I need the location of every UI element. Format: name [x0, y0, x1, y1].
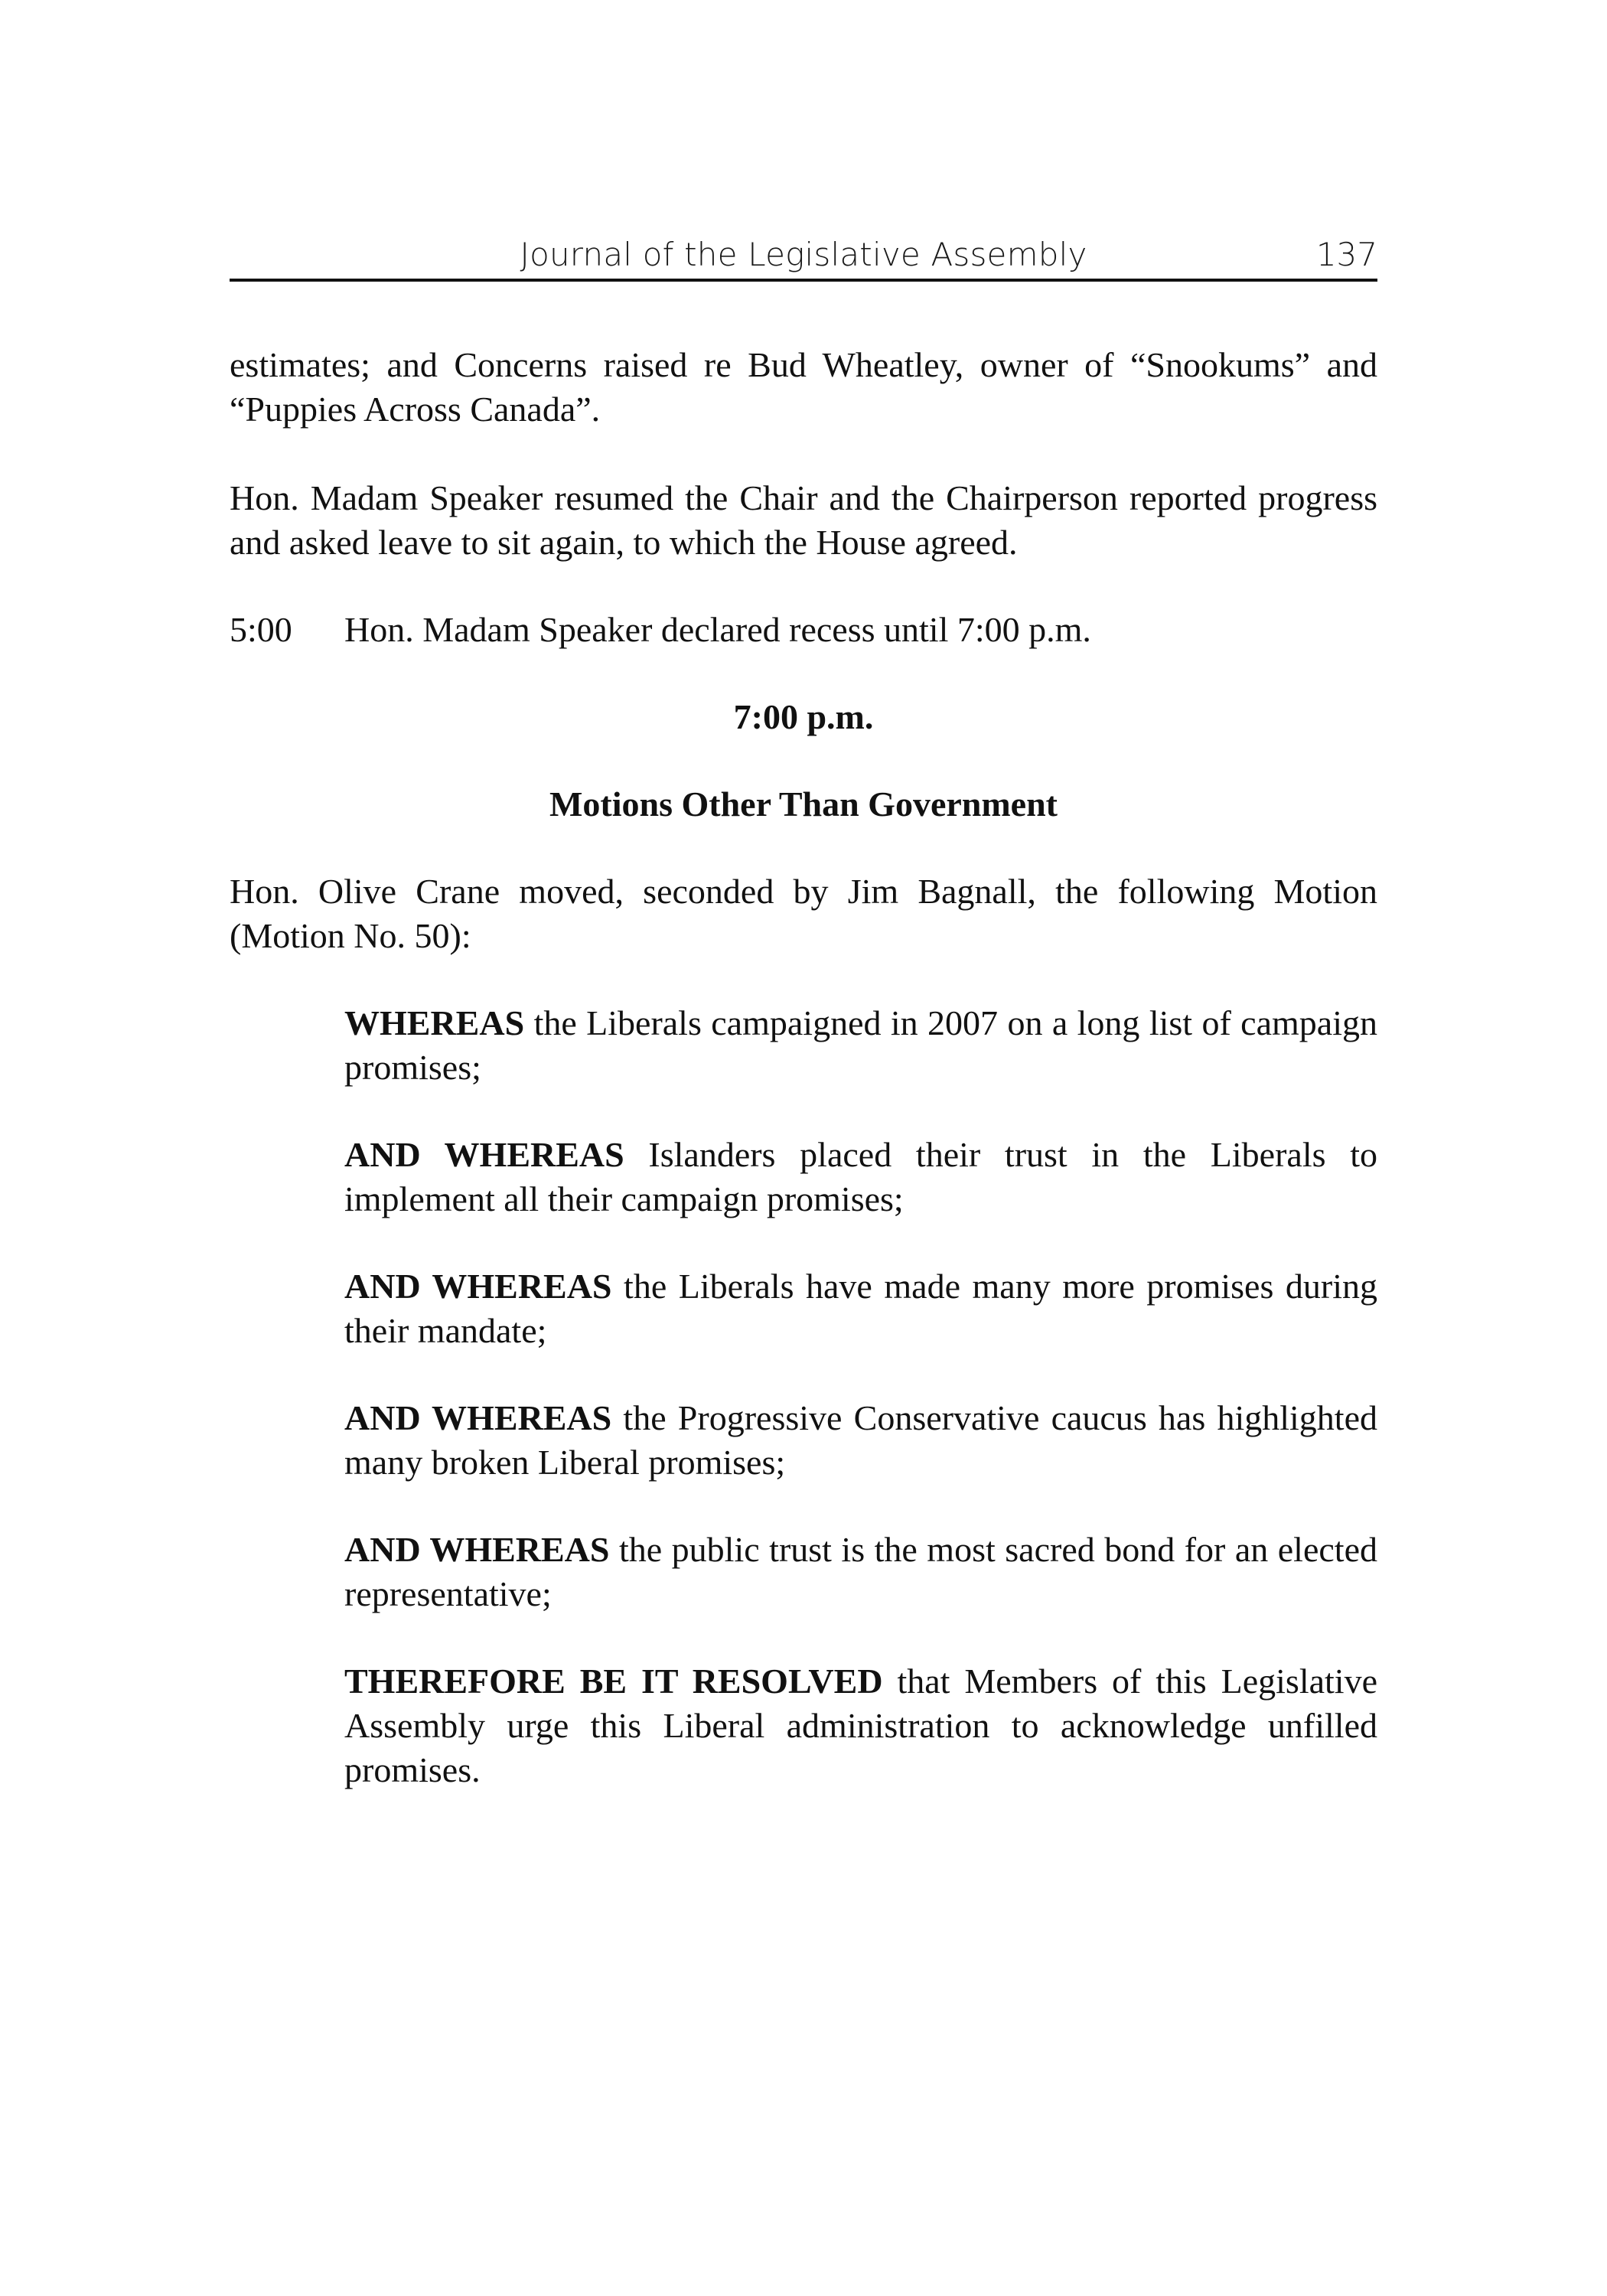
journal-title: Journal of the Legislative Assembly — [520, 236, 1087, 273]
motion-clauses — [344, 1001, 1377, 1792]
clause-keyword: THEREFORE BE IT RESOLVED — [344, 1662, 883, 1701]
recess-time: 5:00 — [230, 610, 292, 649]
clause-text: the public trust is the most sacred bond for an elected representative; — [344, 1530, 1377, 1613]
page-number: 137 — [1315, 236, 1377, 273]
motion-clause — [344, 1133, 1377, 1221]
clause-text: Islanders placed their trust in the Liberals to implement all their campaign promises; — [344, 1135, 1377, 1218]
clause-keyword: AND WHEREAS — [344, 1530, 610, 1569]
motion-intro-paragraph: Hon. Olive Crane moved, seconded by Jim Bagnall, the following Motion (Motion No. 50): — [230, 872, 1377, 955]
clause-text: that Members of this Legislative Assembly urge this Liberal administration to acknowledge unfilled promises. — [344, 1662, 1377, 1789]
continuation-paragraph: estimates; and Concerns raised re Bud Wheatley, owner of “Snookums” and “Puppies Across Canada”. — [230, 345, 1377, 429]
clause-keyword: AND WHEREAS — [344, 1398, 612, 1437]
clause-text: the Progressive Conservative caucus has highlighted many broken Liberal promises; — [344, 1398, 1377, 1482]
section-heading: Motions Other Than Government — [549, 784, 1058, 823]
motion-clause — [344, 1528, 1377, 1616]
clause-text: the Liberals have made many more promises during their mandate; — [344, 1267, 1377, 1350]
recess-text: Hon. Madam Speaker declared recess until 7:00 p.m. — [344, 610, 1091, 649]
clause-text: the Liberals campaigned in 2007 on a long list of campaign promises; — [344, 1003, 1377, 1087]
motion-clause — [344, 1396, 1377, 1485]
motion-clause — [344, 1264, 1377, 1353]
running-header — [230, 230, 1377, 282]
evening-time-heading: 7:00 p.m. — [733, 697, 874, 736]
clause-keyword: AND WHEREAS — [344, 1267, 612, 1306]
journal-body — [230, 343, 1377, 1792]
clause-keyword: AND WHEREAS — [344, 1135, 624, 1174]
journal-page — [230, 230, 1377, 1792]
clause-keyword: WHEREAS — [344, 1003, 525, 1042]
motion-clause — [344, 1001, 1377, 1090]
resolution-clause — [344, 1659, 1377, 1792]
recess-entry — [230, 608, 1377, 652]
speaker-resumed-paragraph: Hon. Madam Speaker resumed the Chair and the Chairperson reported progress and asked leave to sit again, to which the House agreed. — [230, 478, 1377, 562]
